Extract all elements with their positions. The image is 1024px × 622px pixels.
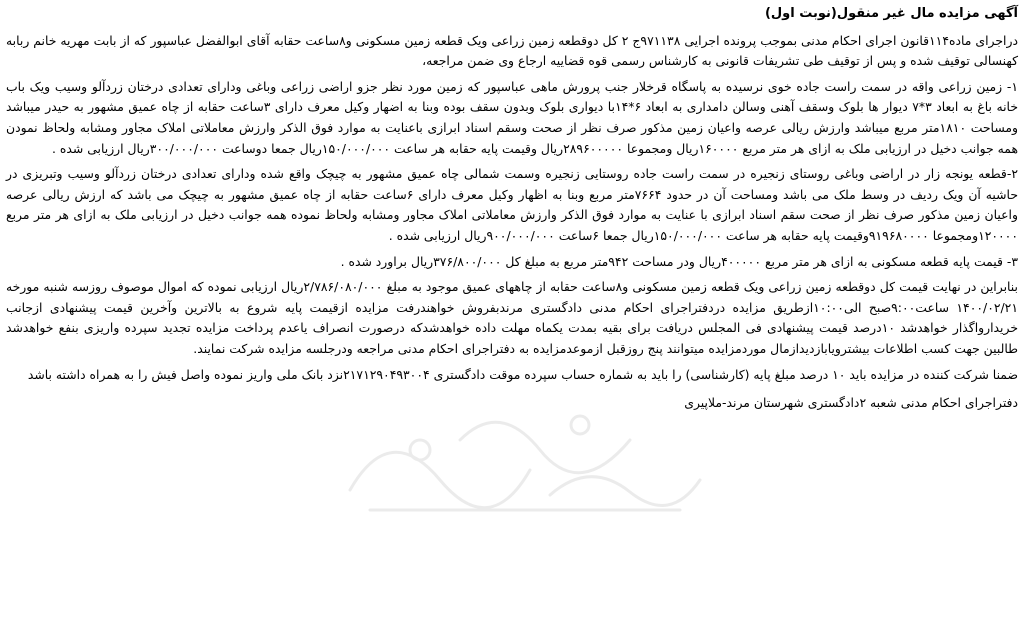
notice-title: آگهی مزایده مال غیر منقول(نوبت اول) [764,6,1018,21]
issuing-office-signature: دفتراجرای احکام مدنی شعبه ۲دادگستری شهرستان مرند-ملاپیری [684,395,1018,411]
intro-paragraph: دراجرای ماده۱۱۴قانون اجرای احکام مدنی بموجب پرونده اجرایی ۹۷۱۱۳۸ج ۲ کل دوقطعه زمین زراعی ویک قطعه زمین مسکونی و۸ساعت حقابه آقای ابوالفضل عباسپور که از بابت مهریه خانم ربابه کهنسالی توقیف شده و پس از توقیف طی تشریفات قانونی به کارشناس رسمی قوه قضاییه ارجاع وی ضمن مراجعه، [6,32,1018,69]
property-3-paragraph: ۳- قیمت پایه قطعه مسکونی به ازای هر متر مربع ۴۰۰۰۰۰ریال ودر مساحت ۹۴۲متر مربع به مبلغ کل ۳۷۶/۸۰۰/۰۰۰ریال براورد شده . [340,253,1018,269]
auction-notice-document [6,4,1018,618]
property-1-paragraph: ۱- زمین زراعی واقه در سمت راست جاده خوی نرسیده به پاسگاه قرخلار جنب پرورش ماهی عباسپور که زمین مورد نظر جزو اراضی زراعی وباغی ودارای تعدادی درختان زردآلو وسیب ویک باب خانه باغ به ابعاد ۳*۷ دیوار ها بلوک وسقف آهنی وسالن دامداری به ابعاد ۶*۱۴با دیواری بلوک وبدون سقف بوده وبنا به اضهار وکیل معرف دارای ۳ساعت حقابه از چاه عمیق مشهور به حیدر میباشد ومساحت ۱۸۱۰متر مربع میباشد وارزش ریالی عرصه واعیان زمین مذکور صرف نظر از صحت وسقم اسناد ابرازی باعنایت به موارد فوق الذکر وارزش معاملاتی املاک مجاور ومشابه ولحاظ نمودن همه جوانب دخیل در ارزیابی ملک به ازای هر متر مربع ۱۶۰۰۰۰ریال ومجموعا ۲۸۹۶۰۰۰۰۰ریال وقیمت پایه حقابه هر ساعت ۱۵۰/۰۰۰/۰۰۰ریال جمعا دوساعت ۳۰۰/۰۰۰/۰۰۰ریال ارزیابی شده . [6,78,1019,156]
deposit-paragraph: ضمنا شرکت کننده در مزایده باید ۱۰ درصد مبلغ پایه (کارشناسی) را باید به شماره حساب سپرده موقت دادگستری ۲۱۷۱۲۹۰۴۹۳۰۰۴نزد بانک ملی واریز نموده واصل فیش را به همراه داشته باشد [27,366,1018,382]
auction-terms-paragraph: بنابراین در نهایت قیمت کل دوقطعه زمین زراعی ویک قطعه زمین مسکونی و۸ساعت حقابه از چاههای عمیق موجود به مبلغ ۲/۷۸۶/۰۸۰/۰۰۰ریال ارزیابی نموده که اموال موصوف روزسه شنبه مورخه ۱۴۰۰/۰۲/۲۱ ساعت۹:۰۰صبح الی۱۰:۰۰ازطریق مزایده دردفتراجرای احکام مدنی دادگستری مرندبفروش خواهندرفت مزایده ازقیمت پایه شروع به بالاترین وآخرین قیمت پیشنهادی ازجانب خریداروا‌گذار خواهدشد ۱۰درصد قیمت پیشنهادی فی المجلس دریافت برای بقیه بمدت یکماه مهلت داده خواهدشدکه درصورت انصراف یاعدم پرداخت مزایده تجدید سپرده واریزی بنفع خواهدشد طالبین جهت کسب اطلاعات بیشترویابازدیدازمال موردمزایده میتوانند پنج روزقبل ازموعدمزایده به دفتراجرای احکام مدنی مراجعه ودرجلسه مزایده شرکت نمایند. [6,279,1019,356]
property-2-paragraph: ۲-قطعه یونجه زار در اراضی وباغی روستای زنجیره در سمت راست جاده روستایی زنجیره وسمت شمالی چاه عمیق مشهور به چیچک واقع شده ودارای تعدادی درختان زردآلو وسیب وتبریزی در حاشیه آن ویک ردیف در وسط ملک می باشد ومساحت آن در حدود ۷۶۶۴متر مربع وبنا به اظهار وکیل معرف دارای ۶ساعت حقابه از چاه عمیق مشهور به چیچک می باشد که ارزش ریالی عرصه واعیان زمین مذکور صرف نظر از صحت سقم اسناد ابرازی با عنایت به موارد فوق الذکر وارزش معاملاتی املاک مجاور ومشابه ولحاظ نموده همه جوانب دخیل در ارزیابی ملک به ازای هر متر مربع ۱۲۰۰۰۰ومجموعا ۹۱۹۶۸۰۰۰۰وقیمت پایه حقابه هر ساعت ۱۵۰/۰۰۰/۰۰۰ریال جمعا ۶ساعت ۹۰۰/۰۰۰/۰۰۰ریال ارزیابی شده . [6,166,1018,243]
